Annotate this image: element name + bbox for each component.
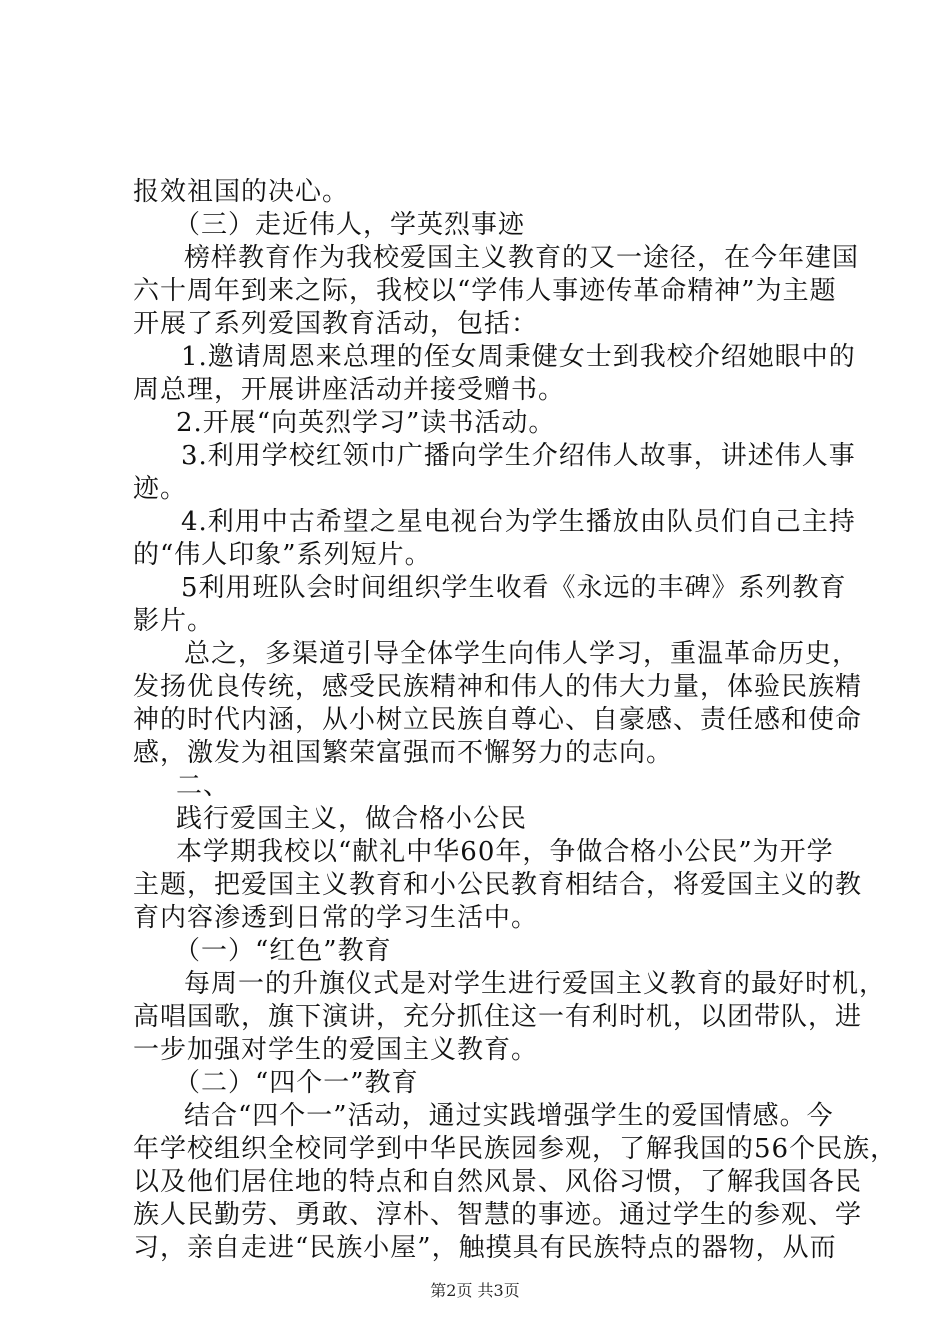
list-item: 2.开展“向英烈学习”读书活动。: [176, 408, 556, 438]
text-line: 总之，多渠道引导全体学生向伟人学习，重温革命历史，: [184, 639, 860, 669]
text-line: 报效祖国的决心。: [133, 177, 350, 207]
text-line: 六十周年到来之际，我校以“学伟人事迹传革命精神”为主题: [133, 276, 837, 306]
text-line: 本学期我校以“献礼中华60年，争做合格小公民”为开学: [176, 837, 834, 867]
text-line: 迹。: [133, 474, 188, 504]
list-item: 5利用班队会时间组织学生收看《永远的丰碑》系列教育: [181, 573, 847, 603]
text-line: 发扬优良传统，感受民族精神和伟人的伟大力量，体验民族精: [133, 672, 863, 702]
text-line: 榜样教育作为我校爱国主义教育的又一途径，在今年建国: [184, 243, 860, 273]
text-line: 开展了系列爱国教育活动，包括：: [133, 309, 539, 339]
text-line: 周总理，开展讲座活动并接受赠书。: [133, 375, 566, 405]
text-line: 主题，把爱国主义教育和小公民教育相结合，将爱国主义的教: [133, 870, 863, 900]
text-line: 每周一的升旗仪式是对学生进行爱国主义教育的最好时机，: [184, 969, 887, 999]
text-line: 高唱国歌，旗下演讲，充分抓住这一有利时机，以团带队，进: [133, 1002, 863, 1032]
text-line: 以及他们居住地的特点和自然风景、风俗习惯，了解我国各民: [133, 1167, 863, 1197]
section-heading: （三）走近伟人，学英烈事迹: [174, 210, 526, 240]
section-heading: （一）“红色”教育: [174, 936, 392, 966]
text-line: 习，亲自走进“民族小屋”，触摸具有民族特点的器物，从而: [133, 1233, 837, 1263]
text-line: 感，激发为祖国繁荣富强而不懈努力的志向。: [133, 738, 674, 768]
page-footer: 第2页 共3页: [430, 1281, 520, 1300]
section-number: 二、: [176, 771, 231, 801]
text-line: 神的时代内涵，从小树立民族自尊心、自豪感、责任感和使命: [133, 705, 863, 735]
text-line: 年学校组织全校同学到中华民族园参观，了解我国的56个民族，: [133, 1134, 898, 1164]
list-item: 4.利用中古希望之星电视台为学生播放由队员们自己主持: [181, 507, 856, 537]
text-line: 育内容渗透到日常的学习生活中。: [133, 903, 539, 933]
list-item: 1.邀请周恩来总理的侄女周秉健女士到我校介绍她眼中的: [181, 342, 856, 372]
text-line: 族人民勤劳、勇敢、淳朴、智慧的事迹。通过学生的参观、学: [133, 1200, 863, 1230]
list-item: 3.利用学校红领巾广播向学生介绍伟人故事，讲述伟人事: [181, 441, 856, 471]
section-heading: （二）“四个一”教育: [174, 1068, 419, 1098]
text-line: 一步加强对学生的爱国主义教育。: [133, 1035, 539, 1065]
text-line: 结合“四个一”活动，通过实践增强学生的爱国情感。今: [184, 1101, 834, 1131]
text-line: 的“伟人印象”系列短片。: [133, 540, 432, 570]
section-heading: 践行爱国主义，做合格小公民: [176, 804, 528, 834]
text-line: 影片。: [133, 606, 215, 636]
